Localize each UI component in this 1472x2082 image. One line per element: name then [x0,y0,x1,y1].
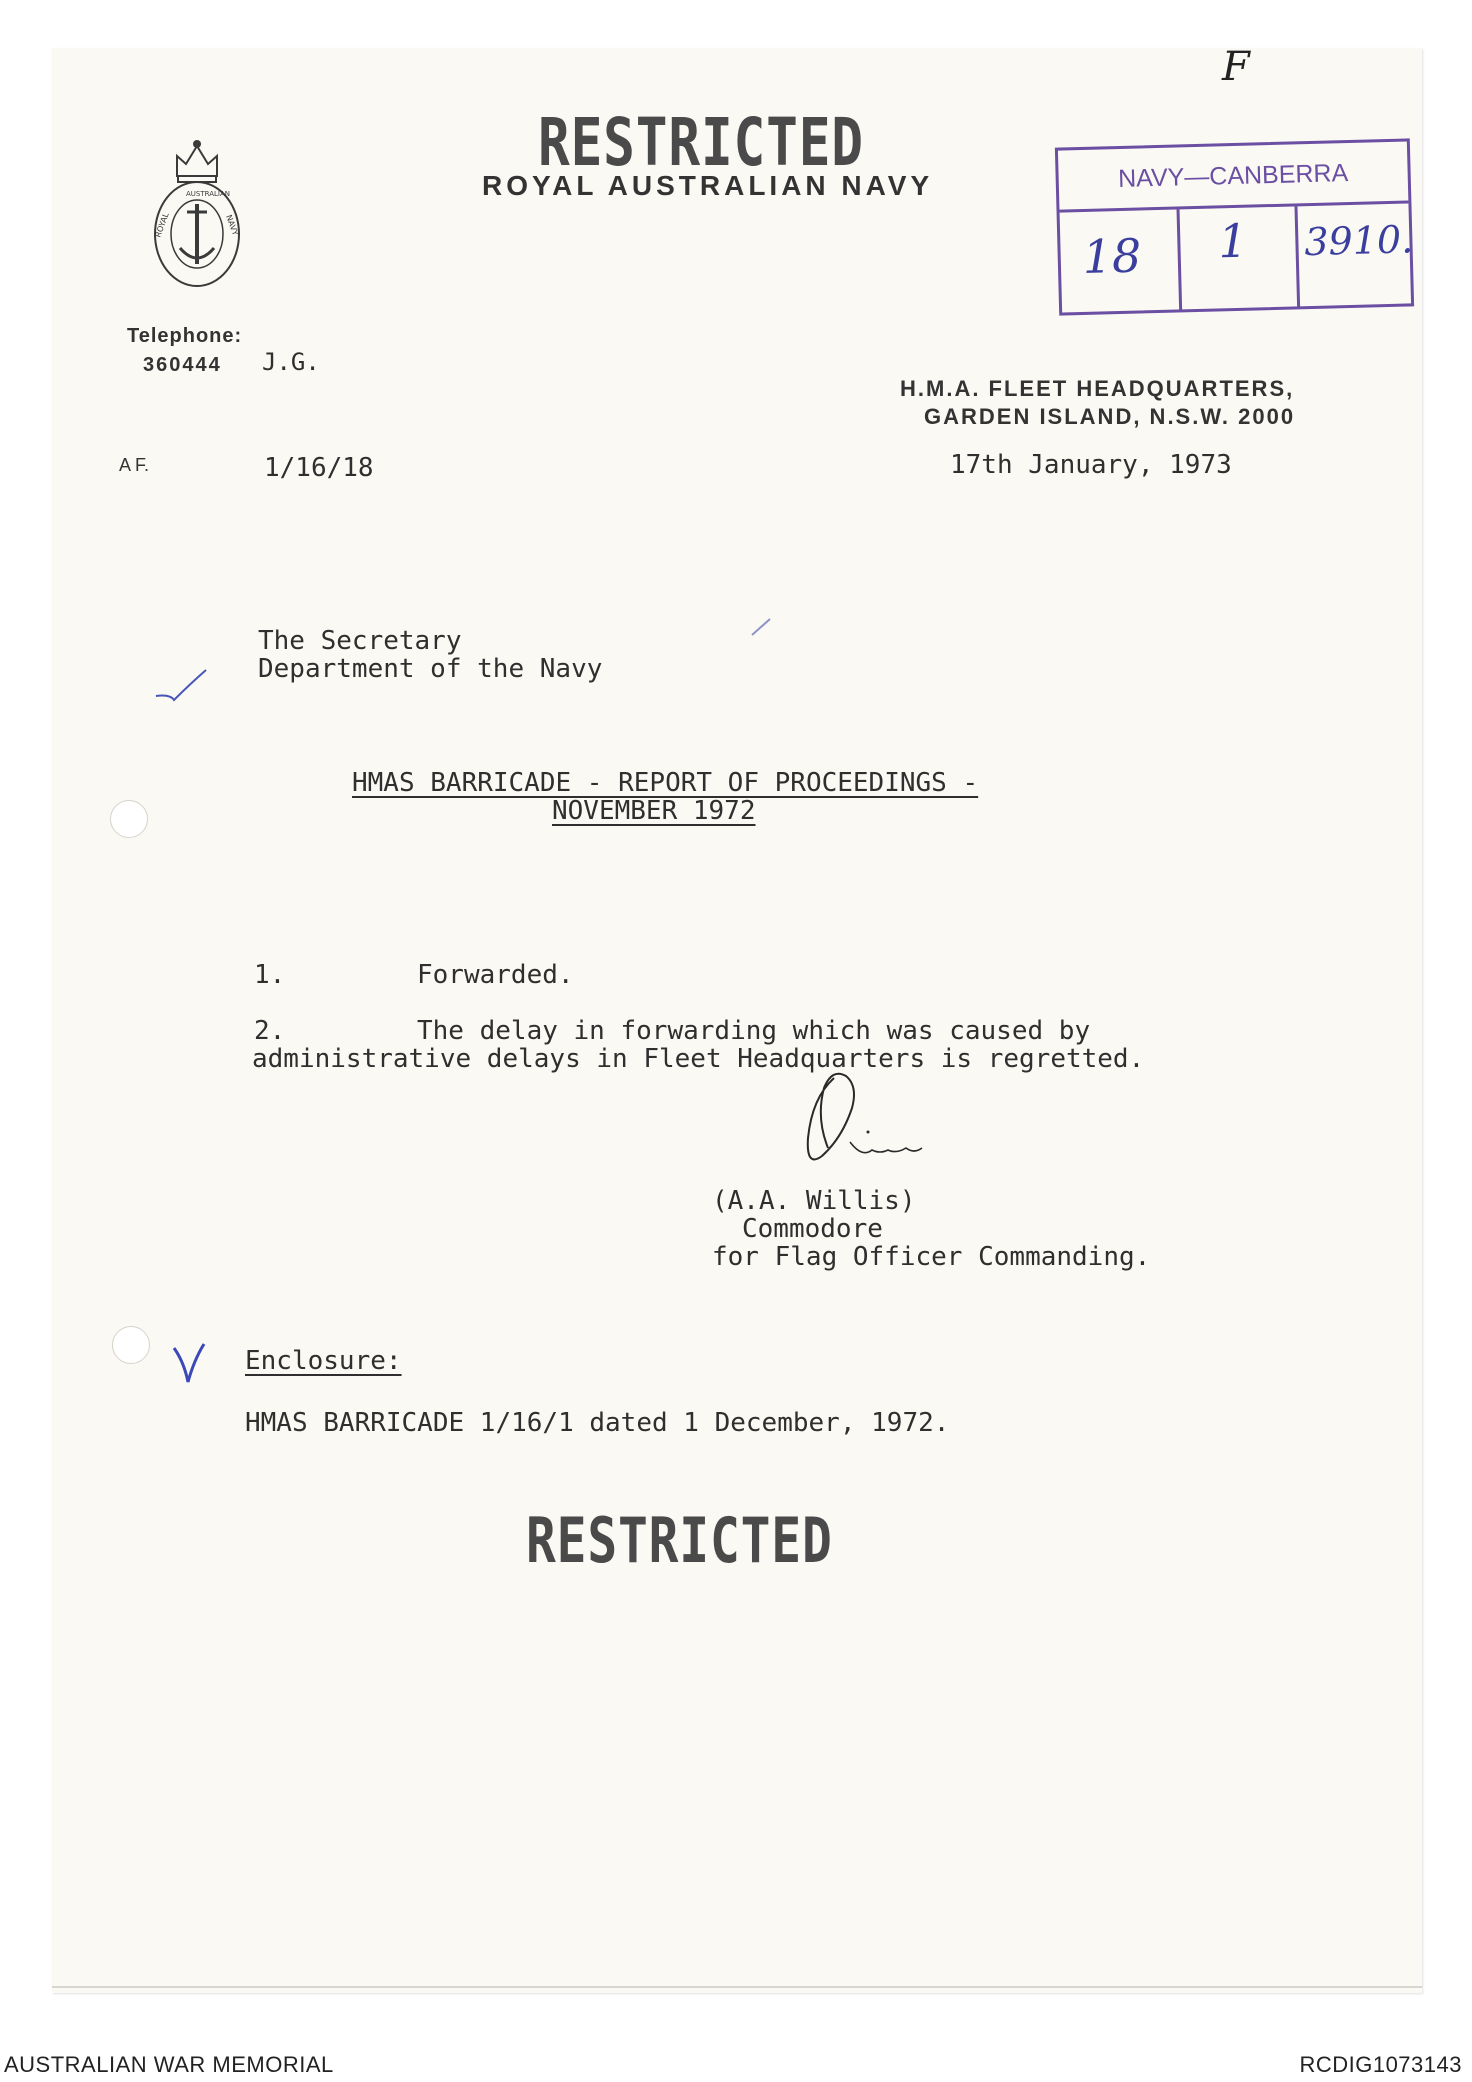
signatory-name: (A.A. Willis) [712,1186,916,1216]
signatory-rank: Commodore [742,1214,883,1244]
corner-handwritten-mark: F [1222,44,1250,90]
paragraph-2-line-2: administrative delays in Fleet Headquarters is regretted. [252,1044,1145,1074]
paragraph-1-number: 1. [254,960,286,990]
navy-crest-logo [142,126,252,296]
punch-hole-lower [112,1326,150,1364]
initials: J.G. [262,348,320,376]
address-line-2: GARDEN ISLAND, N.S.W. 2000 [924,404,1296,429]
address-line-1: H.M.A. FLEET HEADQUARTERS, [900,376,1295,401]
registry-number: 3910. [1303,217,1414,265]
signatory-role: for Flag Officer Commanding. [712,1242,1151,1272]
check-mark-icon [170,1340,210,1390]
reference-number: 1/16/18 [264,453,374,483]
tick-mark-icon [152,666,212,706]
enclosure-text: HMAS BARRICADE 1/16/1 dated 1 December, 1972. [245,1408,950,1438]
reference-label: A F. [119,455,150,475]
telephone-number: 360444 [143,354,222,376]
addressee-line-2: Department of the Navy [258,654,603,684]
page-bottom-edge [52,1986,1422,1988]
registry-day: 18 [1082,228,1142,284]
footer-record-id: RCDIG1073143 [1299,2052,1462,2077]
paragraph-2-number: 2. [254,1016,286,1046]
subject-line-2: NOVEMBER 1972 [552,796,756,826]
paragraph-1-text: Forwarded. [417,960,574,990]
subject-line-1: HMAS BARRICADE - REPORT OF PROCEEDINGS - [352,768,979,798]
punch-hole-upper [110,800,148,838]
enclosure-label: Enclosure: [245,1346,402,1376]
registry-month: 1 [1217,213,1249,269]
organisation-heading: ROYAL AUSTRALIAN NAVY [482,170,934,201]
svg-text:ROYAL: ROYAL [153,211,171,239]
paragraph-2-line-1: The delay in forwarding which was caused by [417,1016,1091,1046]
telephone-label: Telephone: [127,325,243,347]
addressee-line-1: The Secretary [258,626,462,656]
small-tick-mark-icon [748,613,778,643]
restricted-stamp-top: RESTRICTED [538,104,864,181]
document-page [52,44,1422,1993]
svg-text:AUSTRALIAN: AUSTRALIAN [186,190,230,198]
registry-stamp-heading: NAVY—CANBERRA [1058,141,1409,212]
restricted-stamp-bottom: RESTRICTED [526,1504,833,1577]
svg-text:NAVY: NAVY [224,213,240,237]
registry-stamp [1055,138,1414,315]
handwritten-signature [772,1068,952,1178]
footer-archive-name: AUSTRALIAN WAR MEMORIAL [4,2052,334,2077]
letter-date: 17th January, 1973 [950,450,1232,480]
